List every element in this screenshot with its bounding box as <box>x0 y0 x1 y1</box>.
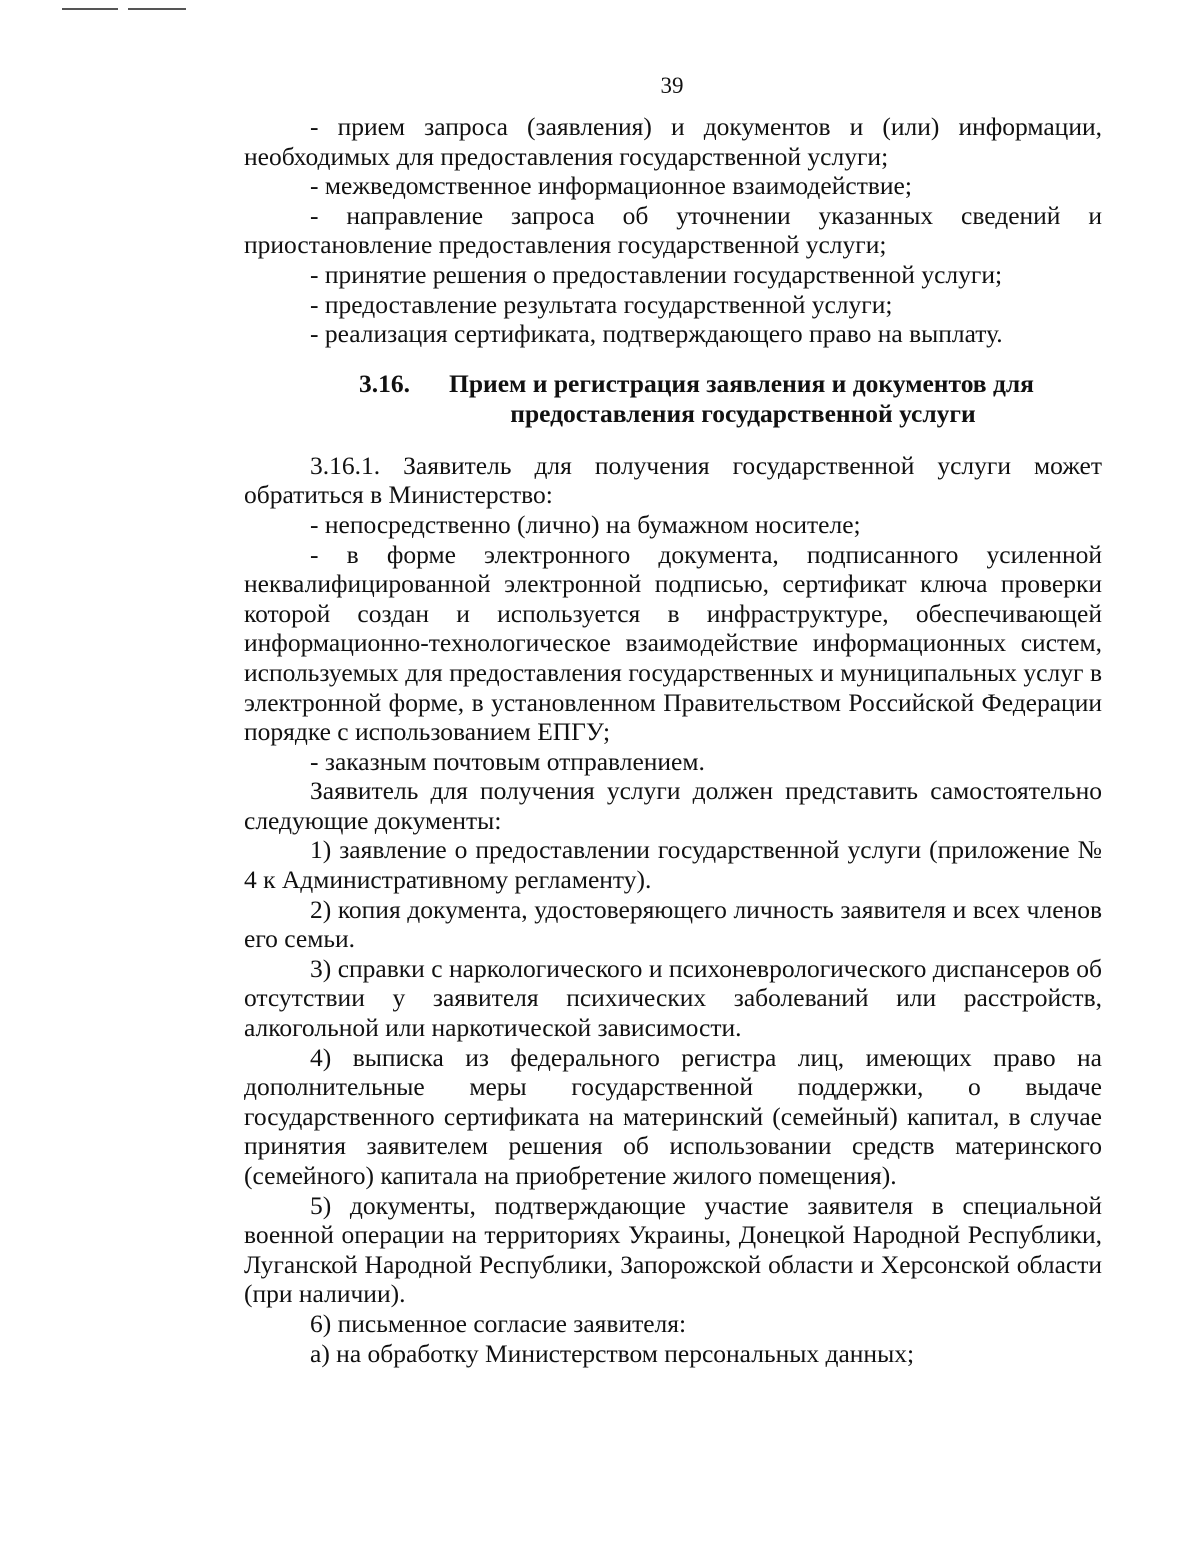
list-item: 1) заявление о предоставлении государственной услуги (приложение № 4 к Административному регламенту). <box>244 835 1102 895</box>
document-body <box>244 112 1102 1368</box>
list-item: 4) выписка из федерального регистра лиц, имеющих право на дополнительные меры государственной поддержки, о выдаче государственного сертификата на материнский (семейный) капитал, в случае принятия заявителем решения об использовании средств материнского (семейного) капитала на приобретение жилого помещения). <box>244 1042 1102 1190</box>
scan-artifact-line <box>62 8 118 10</box>
list-item: 2) копия документа, удостоверяющего личность заявителя и всех членов его семьи. <box>244 894 1102 954</box>
scan-artifact-line <box>128 8 186 10</box>
list-item: 6) письменное согласие заявителя: <box>310 1308 687 1338</box>
section-title-line: предоставления государственной услуги <box>510 398 976 428</box>
section-number: 3.16. <box>359 368 410 398</box>
paragraph: 3.16.1. Заявитель для получения государственной услуги может обратиться в Министерство: <box>244 450 1102 510</box>
list-item: - прием запроса (заявления) и документов и (или) информации, необходимых для предоставления государственной услуги; <box>244 112 1102 171</box>
list-item: - межведомственное информационное взаимодействие; <box>310 171 912 201</box>
list-item: а) на обработку Министерством персональных данных; <box>310 1338 915 1368</box>
list-item: 5) документы, подтверждающие участие заявителя в специальной военной операции на территориях Украины, Донецкой Народной Республики, Луганской Народной Республики, Запорожской области и Херсонской области (при наличии). <box>244 1190 1102 1309</box>
section-heading <box>244 369 1102 429</box>
page-number: 39 <box>660 73 684 98</box>
list-item: - принятие решения о предоставлении государственной услуги; <box>310 259 1003 289</box>
list-item: - реализация сертификата, подтверждающего право на выплату. <box>310 319 1003 349</box>
list-item: - направление запроса об уточнении указанных сведений и приостановление предоставления государственной услуги; <box>244 200 1102 260</box>
list-item: - непосредственно (лично) на бумажном носителе; <box>310 509 861 539</box>
list-item: 3) справки с наркологического и психоневрологического диспансеров об отсутствии у заявителя психических заболеваний или расстройств, алкогольной или наркотической зависимости. <box>244 953 1102 1043</box>
list-item: - предоставление результата государственной услуги; <box>310 289 893 319</box>
list-item: - в форме электронного документа, подписанного усиленной неквалифицированной электронной подписью, сертификат ключа проверки которой создан и используется в инфраструктуре, обеспечивающей информационно-технологическое взаимодействие информационных систем, используемых для предоставления государственных и муниципальных услуг в электронной форме, в установленном Правительством Российской Федерации порядке с использованием ЕПГУ; <box>244 539 1102 747</box>
paragraph: Заявитель для получения услуги должен представить самостоятельно следующие документы: <box>244 776 1102 835</box>
list-item: - заказным почтовым отправлением. <box>310 746 705 776</box>
section-title-line: Прием и регистрация заявления и документов для <box>449 368 1034 398</box>
